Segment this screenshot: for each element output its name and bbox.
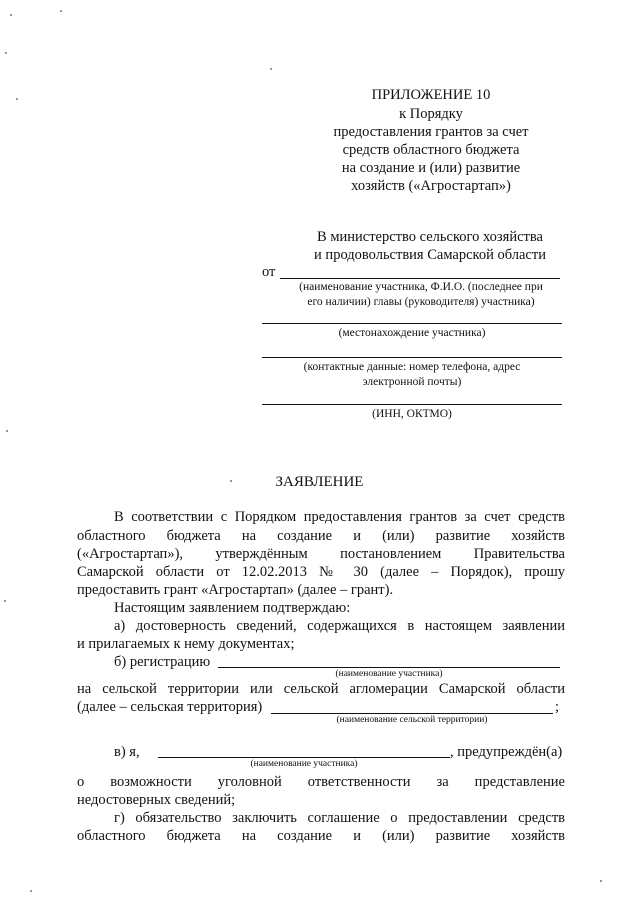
registration-hint: (наименование участника) [335,669,443,679]
item-b-line: (далее – сельская территория) [77,699,263,715]
appendix-line: хозяйств («Агростартап») [351,178,511,194]
inn-hint: (ИНН, ОКТМО) [372,408,452,420]
scan-speck [60,10,62,12]
confirm-line: Настоящим заявлением подтверждаю: [114,600,351,616]
addressee-line: и продовольствия Самарской области [314,247,546,263]
appendix-line: к Порядку [399,106,463,122]
inn-field[interactable] [262,404,562,405]
contacts-hint: электронной почты) [362,376,462,388]
document-title: ЗАЯВЛЕНИЕ [275,474,364,490]
appendix-line: на создание и (или) развитие [341,160,521,176]
scan-speck [5,52,7,54]
item-v-line: недостоверных сведений; [77,792,236,808]
paragraph-line: В соответствии с Порядком предоставления грантов за счет средств [114,509,565,525]
item-g-line: областного бюджета на создание и (или) развитие хозяйств [77,828,565,844]
appendix-number: ПРИЛОЖЕНИЕ 10 [371,87,491,103]
applicant-hint: (наименование участника) [250,759,358,769]
addressee-line: В министерство сельского хозяйства [317,229,543,245]
appendix-line: средств областного бюджета [342,142,520,158]
item-v-line: о возможности уголовной ответственности за представление [77,774,565,790]
paragraph-line: областного бюджета на создание и (или) развитие хозяйств [77,528,565,544]
item-a-line: и прилагаемых к нему документах; [77,636,295,652]
appendix-line: предоставления грантов за счет [333,124,529,140]
paragraph-line: Самарской области от 12.02.2013 № 30 (далее – Порядок), прошу [77,564,565,580]
item-b-label: б) регистрацию [114,654,211,670]
scan-speck [270,68,272,70]
scan-speck [30,890,32,892]
semicolon: ; [555,699,560,715]
warned-text: , предупреждён(а) [450,744,563,760]
contacts-field[interactable] [262,357,562,358]
rural-territory-hint: (наименование сельской территории) [336,715,488,725]
scan-speck [6,430,8,432]
participant-name-field[interactable] [280,278,560,279]
registration-field[interactable] [218,667,560,668]
paragraph-line: предоставить грант «Агростартап» (далее – грант). [77,582,394,598]
scan-speck [4,600,6,602]
scan-speck [600,880,602,882]
location-field[interactable] [262,323,562,324]
contacts-hint: (контактные данные: номер телефона, адрес [303,361,521,373]
participant-hint: (наименование участника, Ф.И.О. (последнее при [299,281,543,293]
item-v-label: в) я, [114,744,140,760]
scan-speck [16,98,18,100]
scan-speck [10,14,12,16]
applicant-name-field[interactable] [158,757,450,758]
item-a-line: а) достоверность сведений, содержащихся в настоящем заявлении [114,618,565,634]
item-g-line: г) обязательство заключить соглашение о предоставлении средств [114,810,565,826]
location-hint: (местонахождение участника) [338,327,486,339]
paragraph-line: («Агростартап»), утверждённым постановлением Правительства [77,546,565,562]
rural-territory-field[interactable] [271,713,553,714]
item-b-line: на сельской территории или сельской агломерации Самарской области [77,681,565,697]
from-label: от [262,264,276,280]
participant-hint: его наличии) главы (руководителя) участника) [307,296,535,308]
